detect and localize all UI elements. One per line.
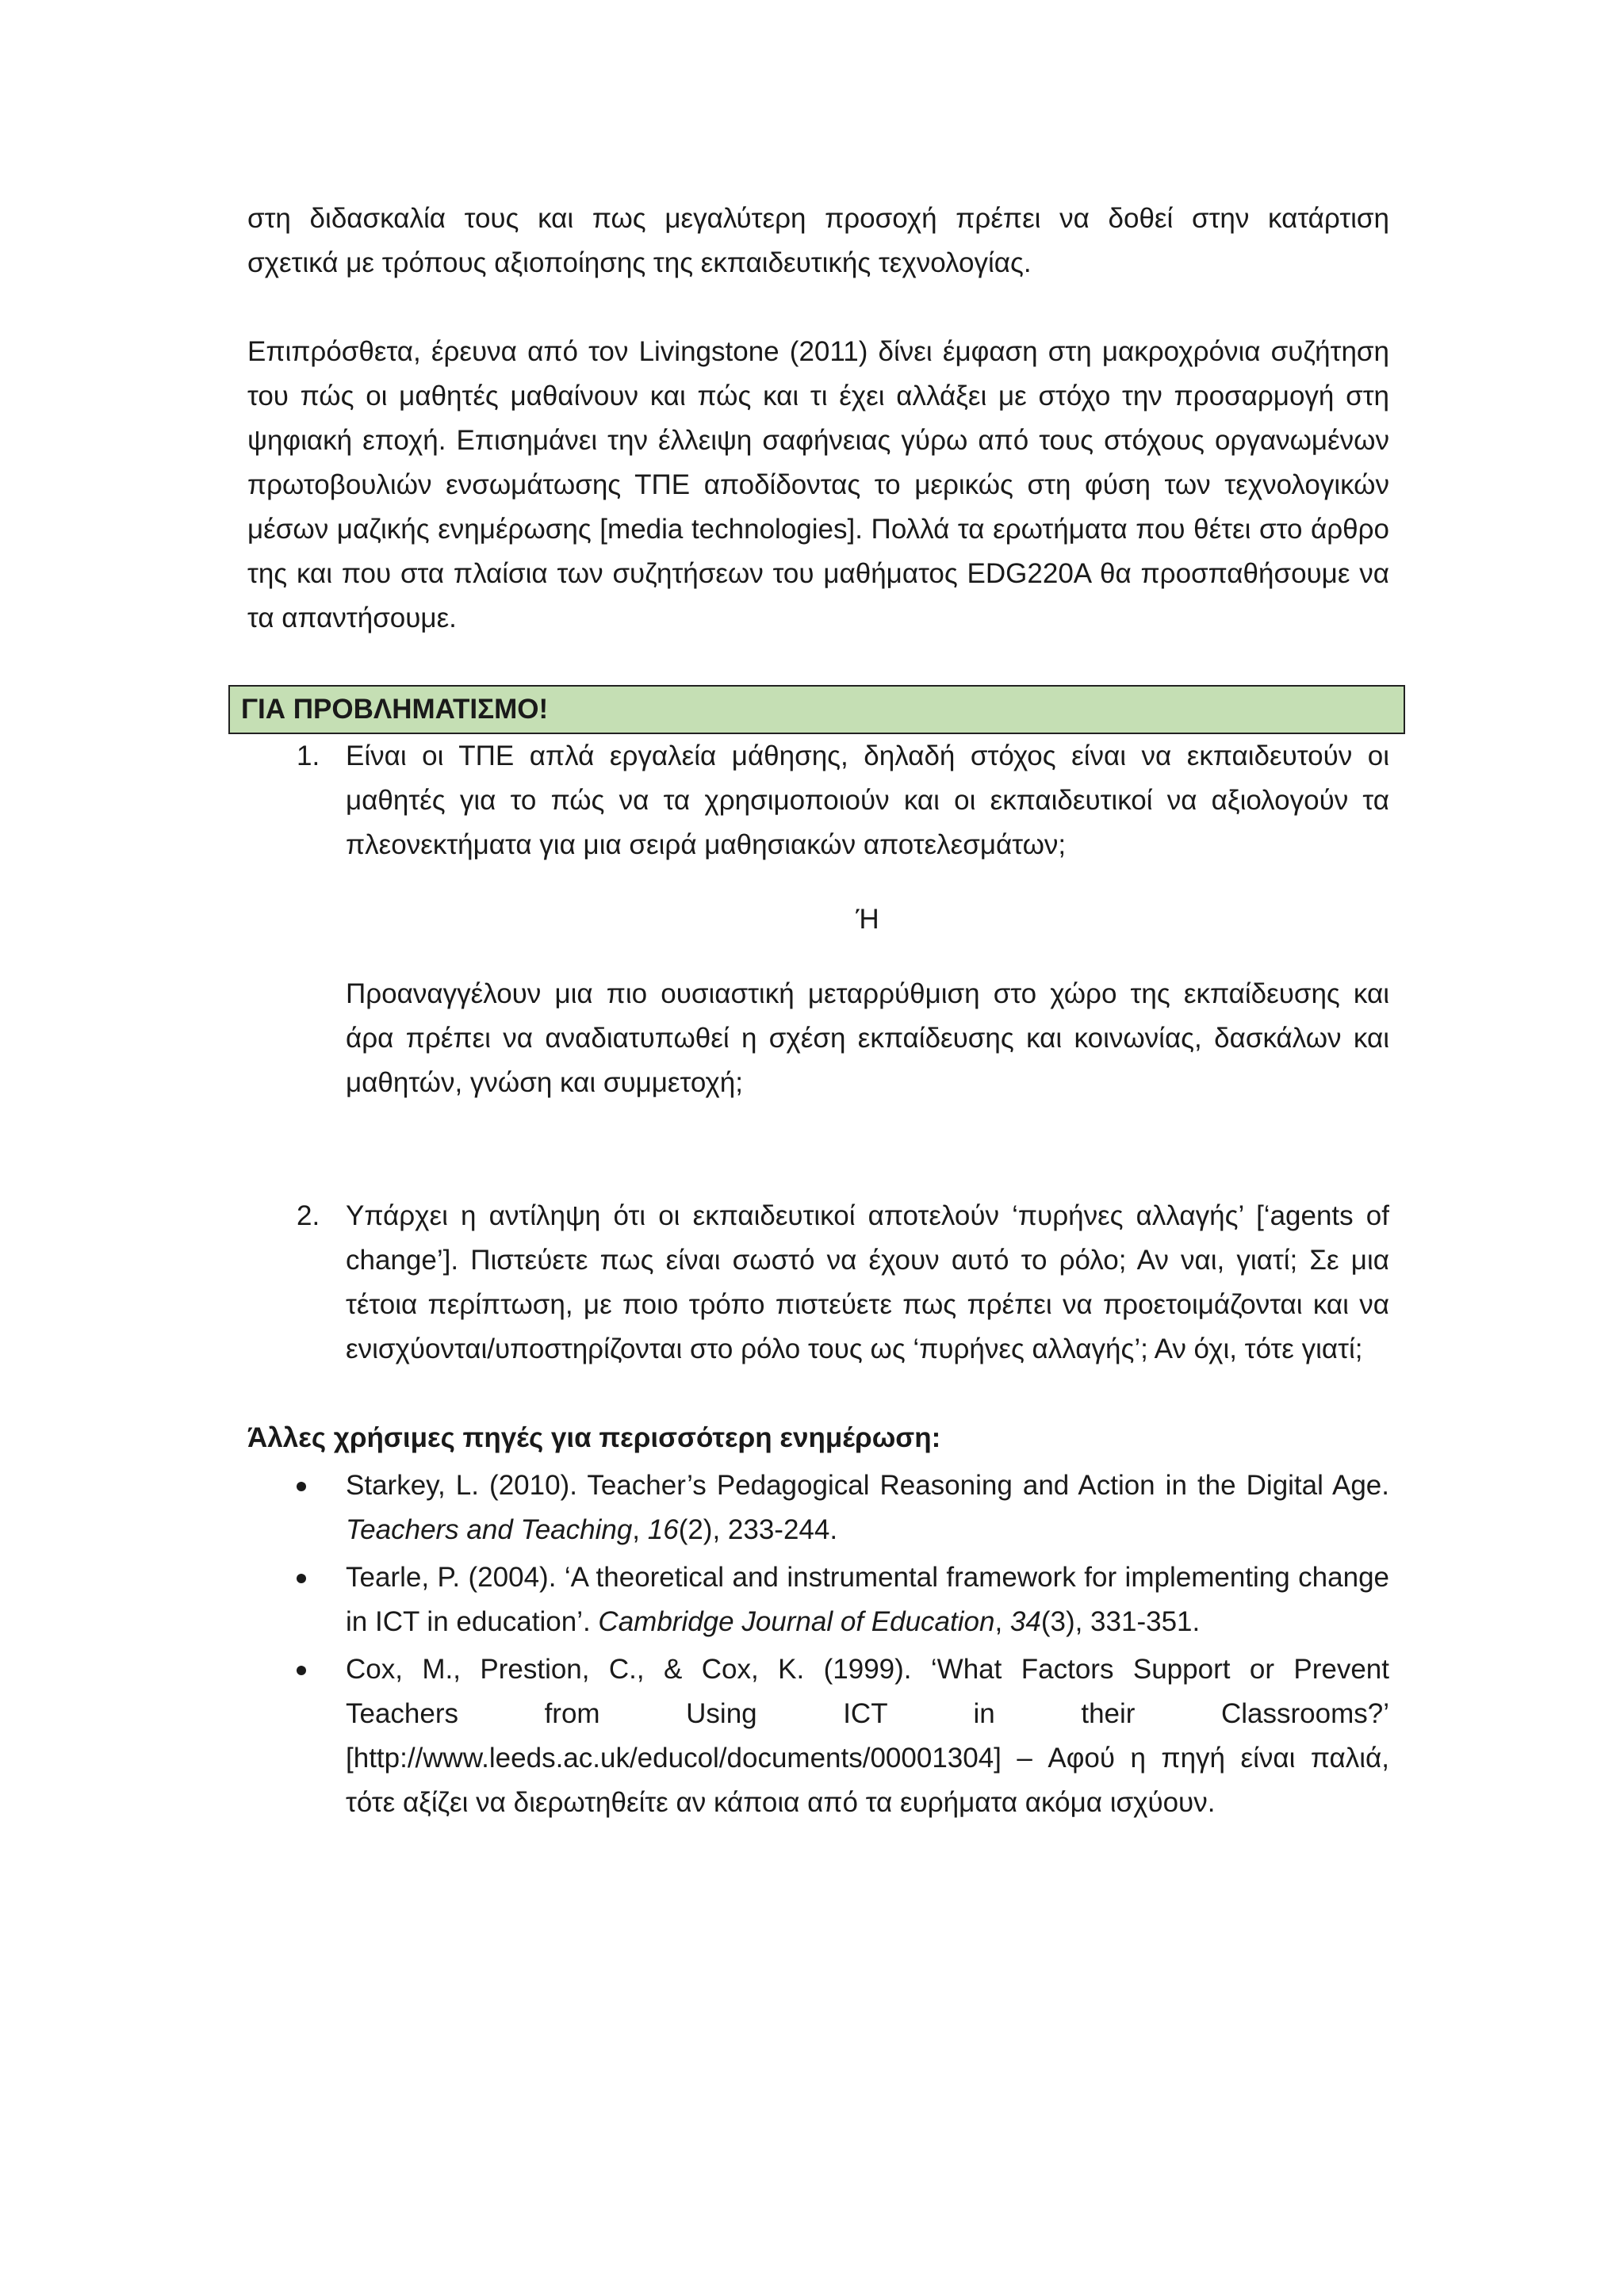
source-1-journal: Teachers and Teaching	[346, 1514, 633, 1545]
source-3-line-2: Teachers from Using ICT in their Classrooms?’	[346, 1698, 1389, 1729]
question-1-alternative: Προαναγγέλουν μια πιο ουσιαστική μεταρρύθμιση στο χώρο της εκπαίδευσης και άρα πρέπει να αναδιατυπωθεί η σχέση εκπαίδευσης και κοινωνίας, δασκάλων και μαθητών, γνώση και συμμετοχή;	[346, 978, 1389, 1098]
sources-title: Άλλες χρήσιμες πηγές για περισσότερη ενημέρωση:	[247, 1422, 941, 1453]
intro-paragraph-1-line-1: στη διδασκαλία τους και πως μεγαλύτερη προσοχή πρέπει να δοθεί στην κατάρτιση	[247, 203, 1389, 234]
page-content	[241, 197, 1389, 1825]
source-2-separator: ,	[994, 1606, 1010, 1637]
source-2-citation: Tearle, P. (2004). ‘A theoretical and instrumental framework for implementing change in ICT in education’.	[346, 1562, 1389, 1637]
source-3-line-1: Cox, M., Prestion, C., & Cox, K. (1999). ‘What Factors Support or Prevent	[346, 1654, 1389, 1685]
source-2-pages: (3), 331-351.	[1040, 1606, 1201, 1637]
bullet-icon	[297, 1482, 306, 1491]
source-2-volume: 34	[1009, 1606, 1041, 1637]
question-1	[247, 734, 1389, 867]
source-1-separator: ,	[632, 1514, 648, 1545]
question-1-number: 1.	[297, 740, 320, 771]
question-2	[247, 1194, 1389, 1372]
intro-paragraph-1-line-2: σχετικά με τρόπους αξιοποίησης της εκπαιδευτικής τεχνολογίας.	[247, 247, 1032, 278]
source-2-journal: Cambridge Journal of Education	[598, 1606, 995, 1637]
source-item-tearle	[247, 1556, 1389, 1644]
source-item-starkey	[247, 1464, 1389, 1552]
question-2-text: Υπάρχει η αντίληψη ότι οι εκπαιδευτικοί αποτελούν ‘πυρήνες αλλαγής’ [‘agents of change’]. Πιστεύετε πως είναι σωστό να έχουν αυτό το ρόλο; Αν ναι, γιατί; Σε μια τέτοια περίπτωση, με ποιο τρόπο πιστεύετε πως πρέπει να προετοιμάζονται και να ενισχύονται/υποστηρίζονται στο ρόλο τους ως ‘πυρήνες αλλαγής’; Αν όχι, τότε γιατί;	[346, 1200, 1389, 1364]
bullet-icon	[297, 1574, 306, 1583]
source-1-citation: Starkey, L. (2010). Teacher’s Pedagogical Reasoning and Action in the Digital Age.	[346, 1470, 1389, 1501]
source-1-volume: 16	[647, 1514, 679, 1545]
question-2-number: 2.	[297, 1200, 320, 1231]
source-item-cox	[247, 1647, 1389, 1825]
reflection-heading: ΓΙΑ ΠΡΟΒΛΗΜΑΤΙΣΜΟ!	[228, 685, 1405, 734]
source-1-pages: (2), 233-244.	[678, 1514, 838, 1545]
bullet-icon	[297, 1666, 306, 1675]
intro-paragraph-2: Επιπρόσθετα, έρευνα από τον Livingstone (2011) δίνει έμφαση στη μακροχρόνια συζήτηση του πώς οι μαθητές μαθαίνουν και πώς και τι έχει αλλάξει με στόχο την προσαρμογή στη ψηφιακή εποχή. Επισημάνει την έλλειψη σαφήνειας γύρω από τους στόχους οργανωμένων πρωτοβουλιών ενσωμάτωσης ΤΠΕ αποδίδοντας το μερικώς στη φύση των τεχνολογικών μέσων μαζικής ενημέρωσης [media technologies]. Πολλά τα ερωτήματα που θέτει στο άρθρο της και που στα πλαίσια των συζητήσεων του μαθήματος EDG220A θα προσπαθήσουμε να τα απαντήσουμε.	[247, 336, 1389, 633]
source-3-rest: [http://www.leeds.ac.uk/educol/documents/00001304] – Αφού η πηγή είναι παλιά, τότε αξίζει να διερωτηθείτε αν κάποια από τα ευρήματα ακόμα ισχύουν.	[346, 1743, 1389, 1818]
question-1-text: Είναι οι ΤΠΕ απλά εργαλεία μάθησης, δηλαδή στόχος είναι να εκπαιδευτούν οι μαθητές για το πώς να τα χρησιμοποιούν και οι εκπαιδευτικοί να αξιολογούν τα πλεονεκτήματα για μια σειρά μαθησιακών αποτελεσμάτων;	[346, 740, 1389, 860]
or-separator: Ή	[856, 904, 879, 935]
